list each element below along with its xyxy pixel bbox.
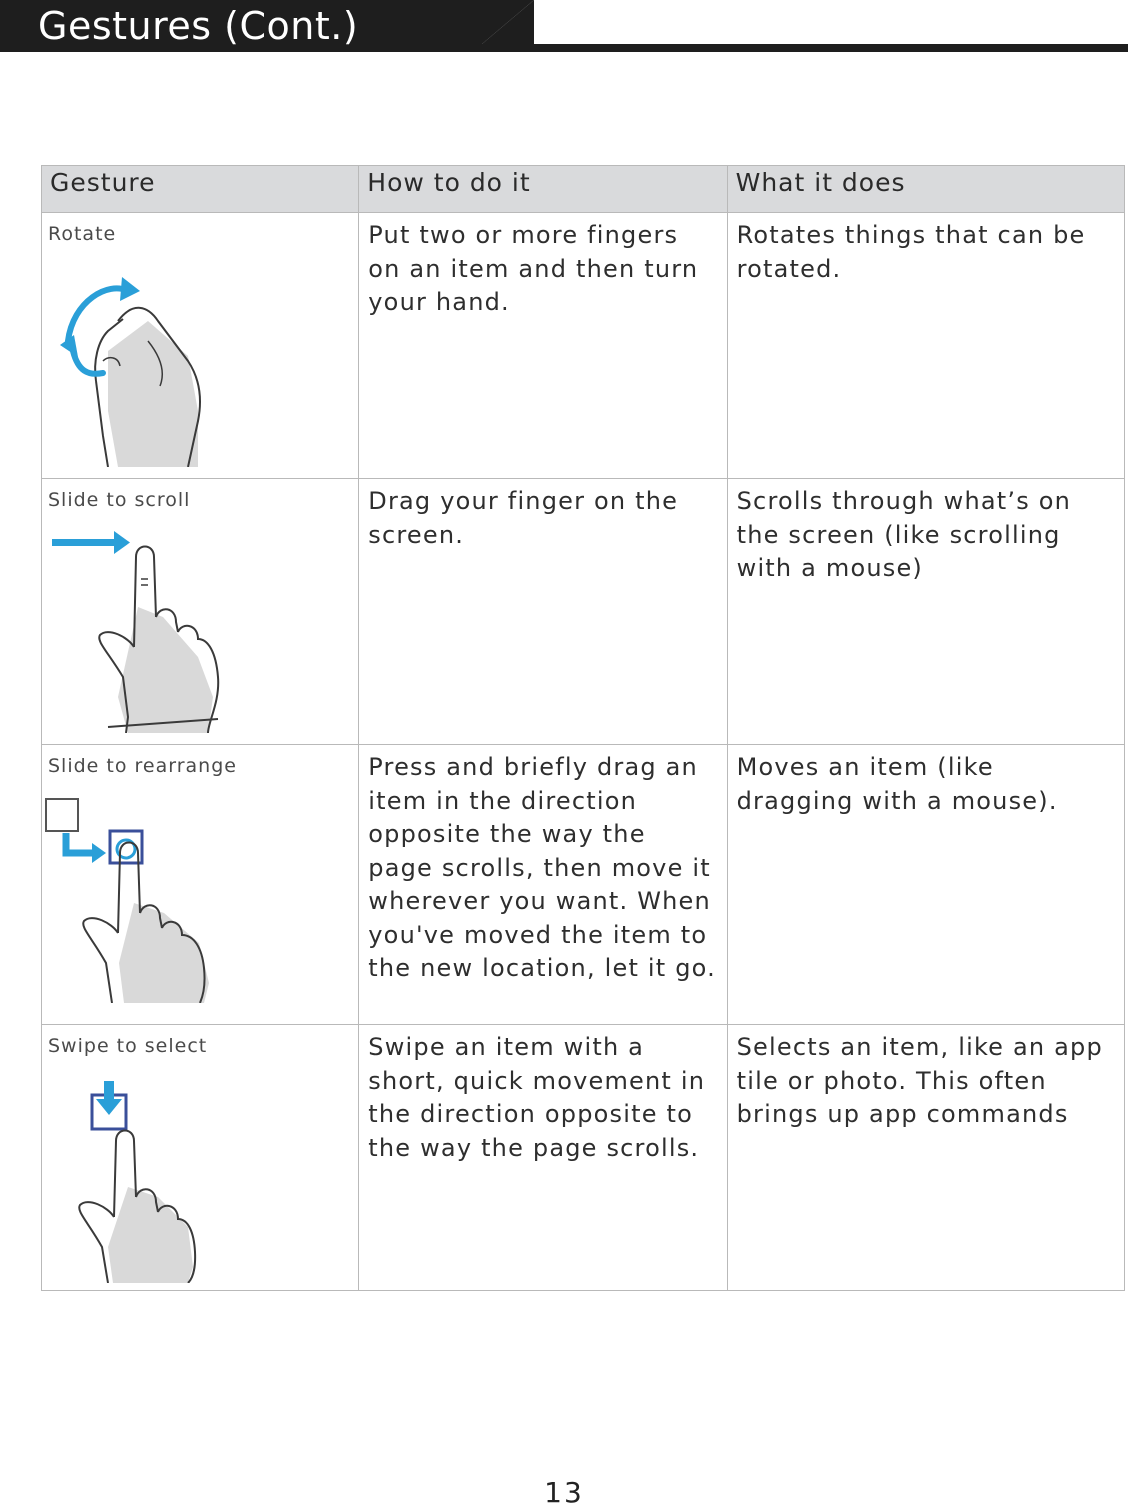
- table-row: [42, 745, 1125, 1025]
- gesture-name: Swipe to select: [48, 1035, 208, 1057]
- what-cell: [727, 213, 1124, 479]
- swipe-select-gesture-icon: [48, 1077, 248, 1283]
- how-text: Drag your finger on the screen.: [368, 487, 679, 549]
- table-row: [42, 213, 1125, 479]
- table-header-row: [42, 166, 1125, 213]
- what-text: Moves an item (like dragging with a mouse).: [736, 753, 1058, 815]
- column-header-how: How to do it: [359, 166, 727, 213]
- gesture-cell: [42, 745, 359, 1025]
- how-cell: [359, 213, 727, 479]
- gesture-cell: [42, 479, 359, 745]
- what-cell: [727, 479, 1124, 745]
- gesture-name: Slide to rearrange: [48, 755, 237, 777]
- what-cell: [727, 745, 1124, 1025]
- how-cell: [359, 479, 727, 745]
- column-header-what: What it does: [727, 166, 1124, 213]
- page-header: [0, 0, 1128, 56]
- gesture-name: Rotate: [48, 223, 117, 245]
- how-cell: [359, 1025, 727, 1291]
- how-text: Swipe an item with a short, quick movement in the direction opposite to the way the page scrolls.: [368, 1033, 706, 1162]
- what-text: Scrolls through what’s on the screen (like scrolling with a mouse): [736, 487, 1072, 582]
- gesture-cell: [42, 1025, 359, 1291]
- slide-scroll-gesture-icon: [48, 527, 248, 733]
- how-text: Press and briefly drag an item in the direction opposite the way the page scrolls, then move it wherever you want. When you've moved the item to the new location, let it go.: [368, 753, 716, 982]
- what-text: Rotates things that can be rotated.: [736, 221, 1086, 283]
- what-cell: [727, 1025, 1124, 1291]
- gesture-cell: [42, 213, 359, 479]
- table-row: [42, 479, 1125, 745]
- slide-rearrange-gesture-icon: [44, 793, 244, 1003]
- page-number: 13: [544, 1476, 584, 1509]
- page-title: Gestures (Cont.): [38, 4, 359, 48]
- table-row: [42, 1025, 1125, 1291]
- how-cell: [359, 745, 727, 1025]
- what-text: Selects an item, like an app tile or photo. This often brings up app commands: [736, 1033, 1103, 1128]
- rotate-gesture-icon: [48, 261, 248, 467]
- gestures-table: [41, 165, 1125, 1291]
- gesture-name: Slide to scroll: [48, 489, 191, 511]
- column-header-gesture: Gesture: [42, 166, 359, 213]
- how-text: Put two or more fingers on an item and then turn your hand.: [368, 221, 699, 316]
